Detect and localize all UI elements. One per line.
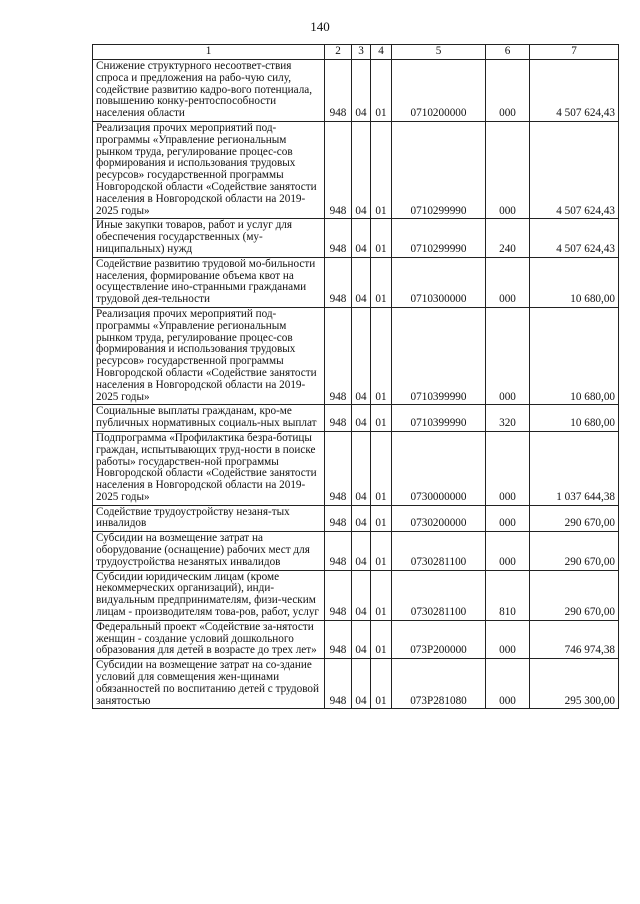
ved-code: 948	[325, 659, 352, 709]
target-article-code: 0730281100	[392, 570, 486, 620]
ved-code: 948	[325, 431, 352, 505]
target-article-code: 0730281100	[392, 532, 486, 570]
subsection-code: 01	[371, 219, 392, 257]
target-article-code: 0710399990	[392, 405, 486, 432]
ved-code: 948	[325, 307, 352, 404]
expense-type-code: 000	[486, 620, 530, 658]
expense-type-code: 000	[486, 505, 530, 532]
section-code: 04	[352, 505, 371, 532]
amount: 4 507 624,43	[530, 60, 619, 122]
subsection-code: 01	[371, 505, 392, 532]
header-cell: 1	[93, 45, 325, 60]
ved-code: 948	[325, 219, 352, 257]
page-number: 140	[310, 19, 330, 34]
section-code: 04	[352, 532, 371, 570]
row-name: Снижение структурного несоответ-ствия спроса и предложения на рабо-чую силу, содействие развитию кадро-вого потенциала, повышению конку-рентоспособности населения области	[93, 60, 325, 122]
section-code: 04	[352, 219, 371, 257]
amount: 4 507 624,43	[530, 219, 619, 257]
header-cell: 4	[371, 45, 392, 60]
target-article-code: 0730000000	[392, 431, 486, 505]
row-name: Федеральный проект «Содействие за-нятости женщин - создание условий дошкольного образования для детей в возрасте до трех лет»	[93, 620, 325, 658]
expense-type-code: 000	[486, 532, 530, 570]
table-row	[93, 620, 619, 658]
table-row	[93, 505, 619, 532]
subsection-code: 01	[371, 257, 392, 307]
budget-table	[92, 44, 619, 709]
expense-type-code: 000	[486, 121, 530, 218]
amount: 1 037 644,38	[530, 431, 619, 505]
amount: 290 670,00	[530, 570, 619, 620]
row-name: Иные закупки товаров, работ и услуг для обеспечения государственных (му-ниципальных) нужд	[93, 219, 325, 257]
row-name: Субсидии на возмещение затрат на оборудование (оснащение) рабочих мест для трудоустройства незанятых инвалидов	[93, 532, 325, 570]
section-code: 04	[352, 405, 371, 432]
section-code: 04	[352, 620, 371, 658]
ved-code: 948	[325, 532, 352, 570]
amount: 295 300,00	[530, 659, 619, 709]
row-name: Субсидии на возмещение затрат на со-здание условий для совмещения жен-щинами обязанностей по воспитанию детей с трудовой занятостью	[93, 659, 325, 709]
section-code: 04	[352, 307, 371, 404]
row-name: Субсидии юридическим лицам (кроме некоммерческих организаций), инди-видуальным предпринимателям, физи-ческим лицам - производителям това-ров, работ, услуг	[93, 570, 325, 620]
ved-code: 948	[325, 620, 352, 658]
subsection-code: 01	[371, 532, 392, 570]
target-article-code: 0710200000	[392, 60, 486, 122]
ved-code: 948	[325, 570, 352, 620]
ved-code: 948	[325, 257, 352, 307]
table-row	[93, 431, 619, 505]
header-row	[93, 45, 619, 60]
table-row	[93, 405, 619, 432]
subsection-code: 01	[371, 431, 392, 505]
subsection-code: 01	[371, 405, 392, 432]
table-row	[93, 659, 619, 709]
amount: 746 974,38	[530, 620, 619, 658]
expense-type-code: 000	[486, 257, 530, 307]
target-article-code: 0710299990	[392, 121, 486, 218]
header-cell: 7	[530, 45, 619, 60]
section-code: 04	[352, 570, 371, 620]
subsection-code: 01	[371, 307, 392, 404]
table-row	[93, 307, 619, 404]
row-name: Реализация прочих мероприятий под-программы «Управление региональным рынком труда, регулирование процес-сов формирования и использования трудовых ресурсов» государственной программы Новгородской области «Содействие занятости населения в Новгородской области на 2019-2025 годы»	[93, 121, 325, 218]
row-name: Реализация прочих мероприятий под-программы «Управление региональным рынком труда, регулирование процес-сов формирования и использования трудовых ресурсов» государственной программы Новгородской области «Содействие занятости населения в Новгородской области на 2019-2025 годы»	[93, 307, 325, 404]
ved-code: 948	[325, 60, 352, 122]
section-code: 04	[352, 257, 371, 307]
header-cell: 6	[486, 45, 530, 60]
table-row	[93, 257, 619, 307]
row-name: Содействие развитию трудовой мо-бильности населения, формирование объема квот на осуществление ино-странными гражданами трудовой дея-тельности	[93, 257, 325, 307]
header-cell: 3	[352, 45, 371, 60]
target-article-code: 0710399990	[392, 307, 486, 404]
subsection-code: 01	[371, 620, 392, 658]
section-code: 04	[352, 659, 371, 709]
row-name: Подпрограмма «Профилактика безра-ботицы граждан, испытывающих труд-ности в поиске работы» государствен-ной программы Новгородской области «Содействие занятости населения в Новгородской области на 2019-2025 годы»	[93, 431, 325, 505]
subsection-code: 01	[371, 121, 392, 218]
header-cell: 2	[325, 45, 352, 60]
table-row	[93, 570, 619, 620]
expense-type-code: 000	[486, 60, 530, 122]
table-row	[93, 121, 619, 218]
subsection-code: 01	[371, 60, 392, 122]
expense-type-code: 320	[486, 405, 530, 432]
subsection-code: 01	[371, 659, 392, 709]
target-article-code: 0730200000	[392, 505, 486, 532]
table-row	[93, 219, 619, 257]
target-article-code: 073P281080	[392, 659, 486, 709]
amount: 10 680,00	[530, 307, 619, 404]
expense-type-code: 000	[486, 431, 530, 505]
section-code: 04	[352, 121, 371, 218]
target-article-code: 0710299990	[392, 219, 486, 257]
expense-type-code: 000	[486, 307, 530, 404]
table-row	[93, 532, 619, 570]
ved-code: 948	[325, 405, 352, 432]
amount: 4 507 624,43	[530, 121, 619, 218]
amount: 10 680,00	[530, 405, 619, 432]
row-name: Содействие трудоустройству незаня-тых инвалидов	[93, 505, 325, 532]
row-name: Социальные выплаты гражданам, кро-ме публичных нормативных социаль-ных выплат	[93, 405, 325, 432]
amount: 290 670,00	[530, 532, 619, 570]
header-cell: 5	[392, 45, 486, 60]
section-code: 04	[352, 60, 371, 122]
ved-code: 948	[325, 505, 352, 532]
subsection-code: 01	[371, 570, 392, 620]
expense-type-code: 810	[486, 570, 530, 620]
section-code: 04	[352, 431, 371, 505]
ved-code: 948	[325, 121, 352, 218]
target-article-code: 073P200000	[392, 620, 486, 658]
table-row	[93, 60, 619, 122]
amount: 290 670,00	[530, 505, 619, 532]
expense-type-code: 240	[486, 219, 530, 257]
target-article-code: 0710300000	[392, 257, 486, 307]
expense-type-code: 000	[486, 659, 530, 709]
amount: 10 680,00	[530, 257, 619, 307]
